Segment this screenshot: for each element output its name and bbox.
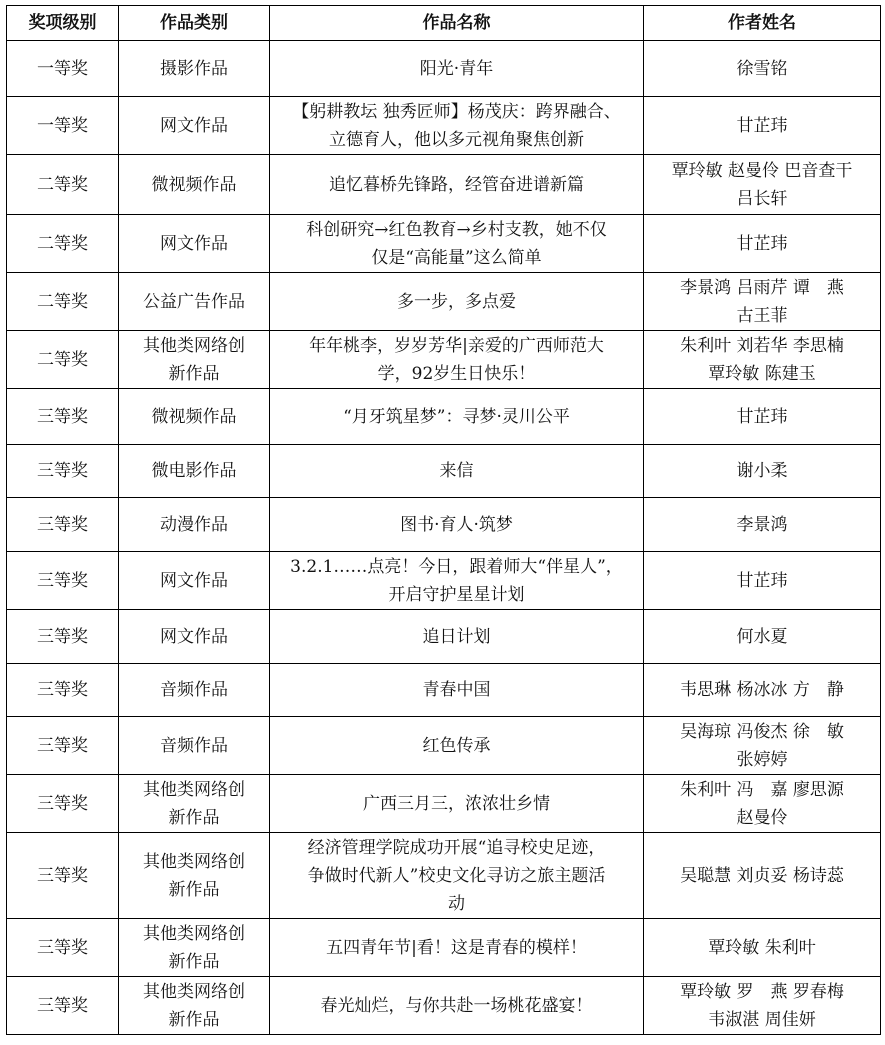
table-row [7,498,881,552]
work-title [270,215,644,273]
table-row [7,610,881,664]
work-title [270,552,644,610]
work-category [119,775,270,833]
award-level: 二等奖 [7,331,119,389]
header-title: 作品名称 [270,6,644,41]
author-line: 朱利叶 冯 嘉 廖思源 [680,779,844,800]
work-title-line: 五四青年节|看！这是青春的模样！ [326,937,587,958]
awards-table [6,5,881,1035]
award-level: 三等奖 [7,833,119,919]
work-title-line: 多一步，多点爱 [397,291,516,312]
work-title [270,273,644,331]
author-line: 韦淑湛 周佳妍 [708,1009,816,1030]
category-line: 其他类网络创 [143,779,245,800]
work-title [270,919,644,977]
author-line: 赵曼伶 [736,807,788,828]
table-row [7,775,881,833]
category-line: 新作品 [168,363,220,384]
award-level: 二等奖 [7,155,119,215]
category-line: 其他类网络创 [143,335,245,356]
table-row [7,977,881,1035]
work-title [270,717,644,775]
author-line: 覃玲敏 赵曼伶 巴音查干 [671,160,853,181]
category-line: 其他类网络创 [143,851,245,872]
work-title-line: 红色传承 [422,735,491,756]
work-title-line: 追日计划 [422,626,491,647]
author-line: 韦思琳 杨冰冰 方 静 [680,680,844,700]
award-level: 一等奖 [7,97,119,155]
author-names [644,977,881,1035]
work-title-line: 科创研究→红色教育→乡村支教，她不仅 [306,219,607,240]
author-line: 何水夏 [736,626,788,647]
author-names [644,215,881,273]
table-body [7,41,881,1035]
author-names [644,498,881,552]
award-level: 三等奖 [7,445,119,498]
author-line: 吴聪慧 刘贞妥 杨诗蕊 [680,865,844,886]
author-line: 谢小柔 [736,461,788,481]
work-title-line: 来信 [439,461,474,481]
work-category: 动漫作品 [119,498,270,552]
work-title-line: 年年桃李，岁岁芳华|亲爱的广西师范大 [309,335,604,356]
table-row [7,552,881,610]
work-title [270,610,644,664]
work-title [270,977,644,1035]
work-category: 微视频作品 [119,389,270,445]
table-row [7,717,881,775]
work-title-line: 春光灿烂，与你共赴一场桃花盛宴！ [320,995,593,1016]
award-level: 二等奖 [7,273,119,331]
table-row [7,331,881,389]
work-category [119,833,270,919]
author-names [644,775,881,833]
table-row [7,445,881,498]
table-row [7,41,881,97]
author-names [644,389,881,445]
author-line: 覃玲敏 罗 燕 罗春梅 [680,981,844,1002]
award-level: 三等奖 [7,664,119,717]
work-title-line: “月牙筑星梦”：寻梦·灵川公平 [343,406,570,427]
category-line: 其他类网络创 [143,981,245,1002]
work-category: 摄影作品 [119,41,270,97]
author-names [644,833,881,919]
author-names [644,273,881,331]
work-title [270,97,644,155]
author-names [644,445,881,498]
award-level: 二等奖 [7,215,119,273]
header-category: 作品类别 [119,6,270,41]
work-title-line: 立德育人，他以多元视角聚焦创新 [329,129,584,150]
table-row [7,273,881,331]
work-category: 网文作品 [119,610,270,664]
award-level: 一等奖 [7,41,119,97]
author-line: 甘芷玮 [736,115,788,136]
category-line: 其他类网络创 [143,923,245,944]
header-author: 作者姓名 [644,6,881,41]
author-line: 古王菲 [736,305,788,326]
work-title [270,664,644,717]
work-title-line: 追忆暮桥先锋路，经管奋进谱新篇 [329,174,584,195]
work-category [119,977,270,1035]
work-title-line: 【躬耕教坛 独秀匠师】杨茂庆：跨界融合、 [292,101,621,122]
author-names [644,155,881,215]
award-level: 三等奖 [7,717,119,775]
work-category [119,331,270,389]
author-names [644,717,881,775]
work-title-line: 动 [448,893,465,914]
award-level: 三等奖 [7,498,119,552]
award-level: 三等奖 [7,389,119,445]
category-line: 新作品 [168,879,220,900]
author-names [644,97,881,155]
work-category: 微电影作品 [119,445,270,498]
work-title-line: 阳光·青年 [419,58,494,79]
table-row [7,389,881,445]
author-line: 甘芷玮 [736,570,788,591]
author-line: 甘芷玮 [736,233,788,254]
table-row [7,97,881,155]
author-names [644,610,881,664]
work-title-line: 3.2.1……点亮！今日，跟着师大“伴星人”， [290,556,623,577]
work-category: 网文作品 [119,552,270,610]
work-title [270,41,644,97]
work-title [270,155,644,215]
work-title [270,331,644,389]
work-title-line: 学，92岁生日快乐！ [377,363,536,384]
award-level: 三等奖 [7,552,119,610]
author-names [644,919,881,977]
author-names [644,331,881,389]
author-line: 吴海琼 冯俊杰 徐 敏 [680,721,844,742]
author-line: 甘芷玮 [736,406,788,427]
table-row [7,155,881,215]
work-category: 音频作品 [119,717,270,775]
author-line: 覃玲敏 朱利叶 [708,937,816,958]
author-line: 吕长轩 [736,188,788,209]
table-row [7,215,881,273]
award-level: 三等奖 [7,775,119,833]
award-level: 三等奖 [7,977,119,1035]
author-names [644,552,881,610]
author-line: 张婷婷 [736,749,788,770]
work-category [119,919,270,977]
table-row [7,833,881,919]
category-line: 新作品 [168,1009,220,1030]
work-title-line: 仅是“高能量”这么简单 [371,247,542,268]
work-category: 微视频作品 [119,155,270,215]
work-title [270,445,644,498]
work-category: 网文作品 [119,215,270,273]
work-title-line: 争做时代新人”校史文化寻访之旅主题活 [307,865,606,886]
author-line: 朱利叶 刘若华 李思楠 [680,335,844,356]
work-category: 音频作品 [119,664,270,717]
work-category: 公益广告作品 [119,273,270,331]
work-title [270,833,644,919]
category-line: 新作品 [168,951,220,972]
award-level: 三等奖 [7,610,119,664]
work-title-line: 经济管理学院成功开展“追寻校史足迹， [307,837,606,858]
author-line: 李景鸿 吕雨芹 谭 燕 [680,277,844,298]
work-title [270,389,644,445]
table-row [7,664,881,717]
work-title-line: 广西三月三，浓浓壮乡情 [363,793,550,814]
author-names [644,664,881,717]
author-names [644,41,881,97]
work-title-line: 开启守护星星计划 [388,584,525,605]
author-line: 徐雪铭 [736,58,788,79]
work-title [270,775,644,833]
author-line: 李景鸿 [736,514,788,535]
table-row [7,919,881,977]
work-title-line: 青春中国 [422,680,491,700]
author-line: 覃玲敏 陈建玉 [708,363,816,384]
work-category: 网文作品 [119,97,270,155]
table-header-row [7,6,881,41]
work-title [270,498,644,552]
category-line: 新作品 [168,807,220,828]
award-level: 三等奖 [7,919,119,977]
header-level: 奖项级别 [7,6,119,41]
work-title-line: 图书·育人·筑梦 [400,514,513,535]
